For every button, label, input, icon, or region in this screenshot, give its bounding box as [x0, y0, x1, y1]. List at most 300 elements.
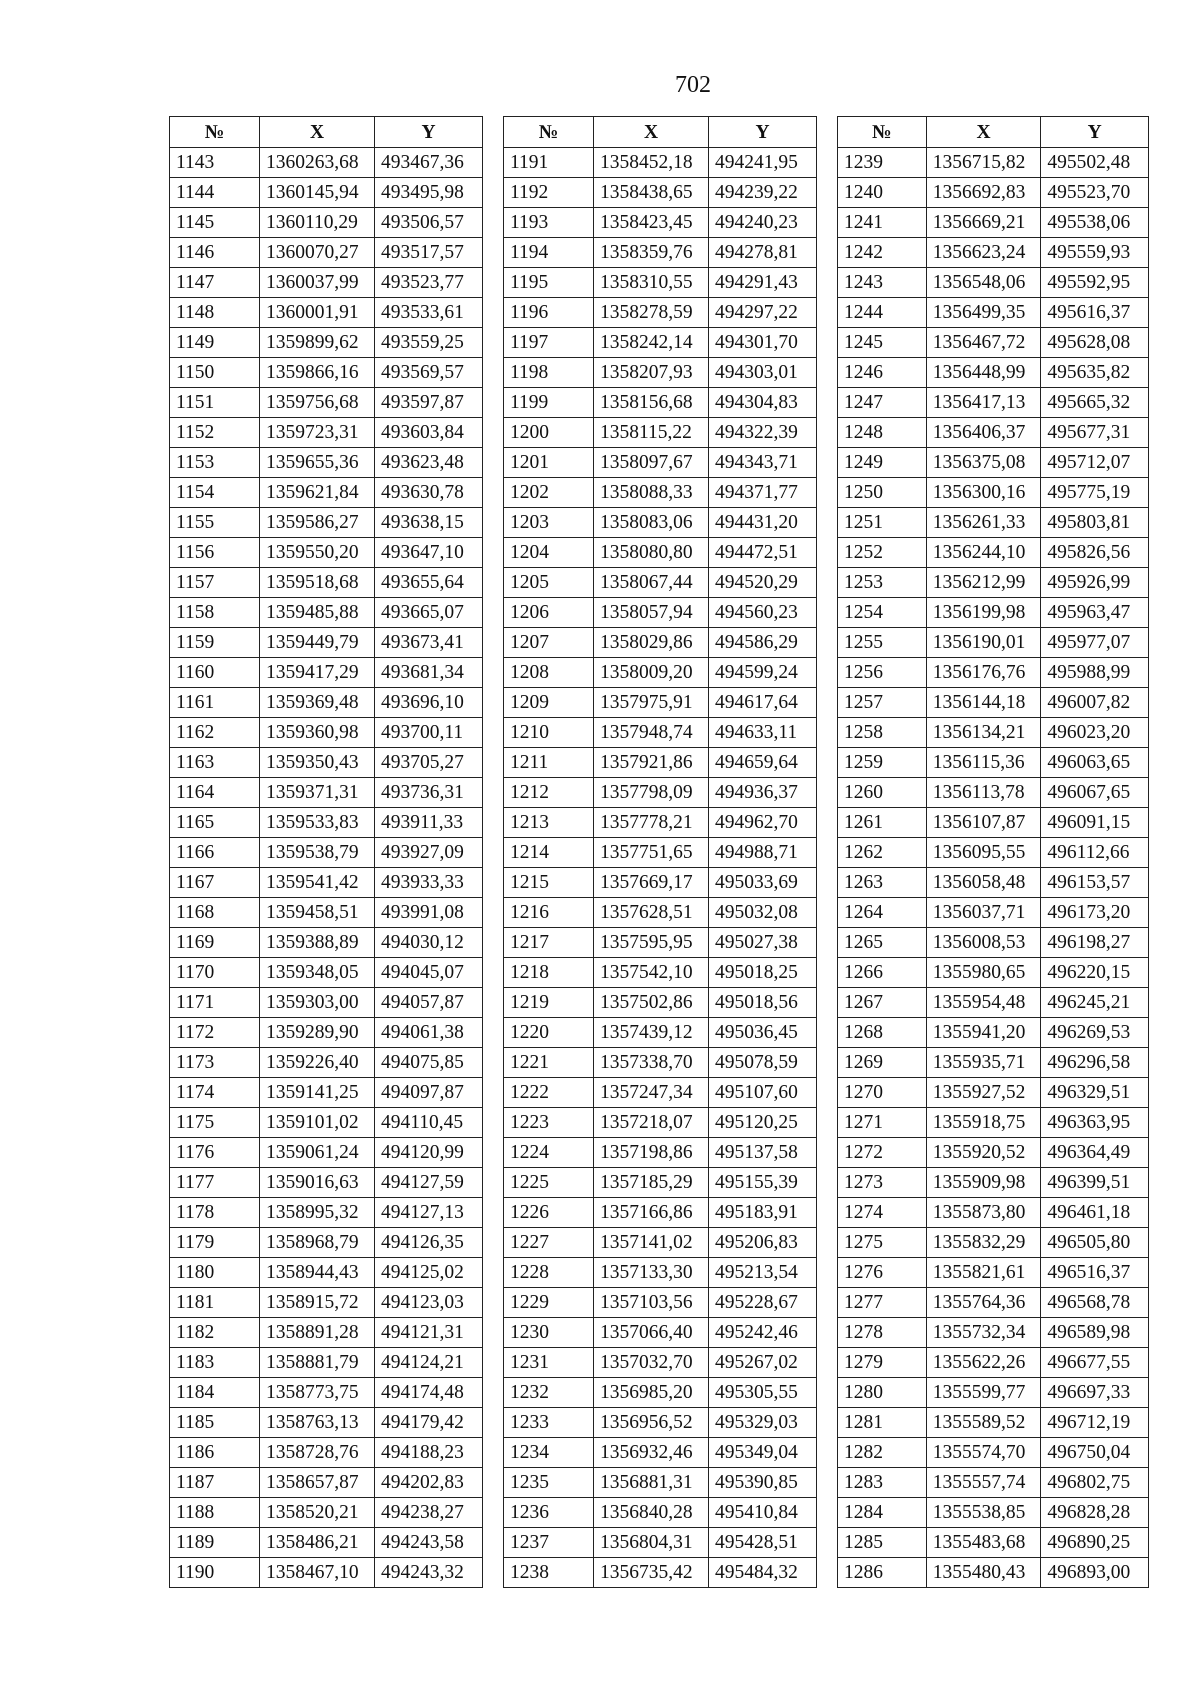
table-row: [838, 838, 1149, 868]
cell-y: 495183,91: [709, 1198, 817, 1228]
table-row: [838, 328, 1149, 358]
cell-x: 1359141,25: [260, 1078, 375, 1108]
table-row: [170, 328, 483, 358]
cell-y: 494278,81: [709, 238, 817, 268]
cell-x: 1356037,71: [926, 898, 1041, 928]
table-row: [504, 1018, 817, 1048]
table-row: [170, 748, 483, 778]
table-row: [838, 808, 1149, 838]
table-row: [838, 1288, 1149, 1318]
cell-x: 1356499,35: [926, 298, 1041, 328]
table-row: [170, 1168, 483, 1198]
cell-number: 1215: [504, 868, 594, 898]
cell-x: 1355557,74: [926, 1468, 1041, 1498]
table-row: [504, 718, 817, 748]
cell-y: 493705,27: [375, 748, 483, 778]
table-row: [838, 958, 1149, 988]
table-row: [838, 1468, 1149, 1498]
cell-y: 493517,57: [375, 238, 483, 268]
cell-y: 494097,87: [375, 1078, 483, 1108]
table-row: [838, 568, 1149, 598]
cell-y: 495712,07: [1041, 448, 1149, 478]
cell-number: 1186: [170, 1438, 260, 1468]
cell-number: 1229: [504, 1288, 594, 1318]
table-row: [504, 658, 817, 688]
cell-y: 493630,78: [375, 478, 483, 508]
cell-number: 1149: [170, 328, 260, 358]
cell-x: 1358944,43: [260, 1258, 375, 1288]
cell-x: 1356932,46: [594, 1438, 709, 1468]
cell-x: 1357218,07: [594, 1108, 709, 1138]
cell-number: 1207: [504, 628, 594, 658]
cell-x: 1357166,86: [594, 1198, 709, 1228]
cell-y: 496363,95: [1041, 1108, 1149, 1138]
cell-number: 1153: [170, 448, 260, 478]
cell-number: 1145: [170, 208, 260, 238]
cell-y: 496198,27: [1041, 928, 1149, 958]
cell-number: 1274: [838, 1198, 927, 1228]
cell-y: 496399,51: [1041, 1168, 1149, 1198]
cell-x: 1355980,65: [926, 958, 1041, 988]
cell-y: 495926,99: [1041, 568, 1149, 598]
cell-x: 1358156,68: [594, 388, 709, 418]
cell-x: 1359586,27: [260, 508, 375, 538]
cell-y: 494124,21: [375, 1348, 483, 1378]
cell-number: 1275: [838, 1228, 927, 1258]
cell-number: 1234: [504, 1438, 594, 1468]
cell-number: 1248: [838, 418, 927, 448]
cell-x: 1356008,53: [926, 928, 1041, 958]
cell-number: 1157: [170, 568, 260, 598]
cell-y: 495155,39: [709, 1168, 817, 1198]
cell-x: 1356095,55: [926, 838, 1041, 868]
table-row: [170, 448, 483, 478]
table-row: [504, 1168, 817, 1198]
cell-number: 1179: [170, 1228, 260, 1258]
cell-x: 1360037,99: [260, 268, 375, 298]
table-row: [504, 568, 817, 598]
cell-y: 493533,61: [375, 298, 483, 328]
table-row: [838, 1228, 1149, 1258]
table-row: [170, 178, 483, 208]
cell-y: 496067,65: [1041, 778, 1149, 808]
cell-y: 496893,00: [1041, 1558, 1149, 1588]
table-row: [170, 1558, 483, 1588]
cell-number: 1286: [838, 1558, 927, 1588]
table-row: [838, 898, 1149, 928]
table-row: [170, 958, 483, 988]
cell-y: 494057,87: [375, 988, 483, 1018]
table-row: [838, 1378, 1149, 1408]
cell-y: 494075,85: [375, 1048, 483, 1078]
cell-x: 1357338,70: [594, 1048, 709, 1078]
cell-x: 1355909,98: [926, 1168, 1041, 1198]
cell-y: 493665,07: [375, 598, 483, 628]
table-row: [504, 358, 817, 388]
cell-number: 1205: [504, 568, 594, 598]
cell-number: 1228: [504, 1258, 594, 1288]
cell-y: 494936,37: [709, 778, 817, 808]
cell-number: 1221: [504, 1048, 594, 1078]
table-row: [504, 1408, 817, 1438]
cell-number: 1161: [170, 688, 260, 718]
cell-y: 495390,85: [709, 1468, 817, 1498]
table-row: [838, 1048, 1149, 1078]
cell-y: 495228,67: [709, 1288, 817, 1318]
cell-x: 1360145,94: [260, 178, 375, 208]
cell-number: 1245: [838, 328, 927, 358]
cell-number: 1259: [838, 748, 927, 778]
table-row: [504, 868, 817, 898]
cell-x: 1357975,91: [594, 688, 709, 718]
cell-y: 495410,84: [709, 1498, 817, 1528]
cell-x: 1357066,40: [594, 1318, 709, 1348]
cell-y: 494174,48: [375, 1378, 483, 1408]
table-header-row: [170, 117, 483, 148]
cell-y: 494061,38: [375, 1018, 483, 1048]
cell-number: 1146: [170, 238, 260, 268]
table-row: [504, 1318, 817, 1348]
cell-x: 1357185,29: [594, 1168, 709, 1198]
header-y: Y: [709, 117, 817, 148]
cell-x: 1358029,86: [594, 628, 709, 658]
cell-y: 495628,08: [1041, 328, 1149, 358]
table-row: [170, 298, 483, 328]
cell-y: 496828,28: [1041, 1498, 1149, 1528]
cell-number: 1159: [170, 628, 260, 658]
cell-number: 1240: [838, 178, 927, 208]
cell-x: 1355873,80: [926, 1198, 1041, 1228]
cell-y: 496063,65: [1041, 748, 1149, 778]
cell-x: 1358881,79: [260, 1348, 375, 1378]
cell-x: 1356840,28: [594, 1498, 709, 1528]
cell-number: 1255: [838, 628, 927, 658]
table-row: [170, 1408, 483, 1438]
cell-y: 494240,23: [709, 208, 817, 238]
cell-y: 494120,99: [375, 1138, 483, 1168]
cell-x: 1358438,65: [594, 178, 709, 208]
table-row: [838, 1438, 1149, 1468]
cell-y: 495137,58: [709, 1138, 817, 1168]
table-row: [170, 1318, 483, 1348]
cell-y: 494238,27: [375, 1498, 483, 1528]
table-row: [170, 268, 483, 298]
cell-x: 1358097,67: [594, 448, 709, 478]
cell-y: 495616,37: [1041, 298, 1149, 328]
table-row: [838, 1498, 1149, 1528]
cell-number: 1254: [838, 598, 927, 628]
cell-number: 1270: [838, 1078, 927, 1108]
cell-y: 495963,47: [1041, 598, 1149, 628]
cell-x: 1358207,93: [594, 358, 709, 388]
cell-x: 1357628,51: [594, 898, 709, 928]
cell-x: 1359866,16: [260, 358, 375, 388]
cell-x: 1356406,37: [926, 418, 1041, 448]
cell-y: 493623,48: [375, 448, 483, 478]
cell-x: 1357439,12: [594, 1018, 709, 1048]
cell-number: 1147: [170, 268, 260, 298]
cell-number: 1150: [170, 358, 260, 388]
cell-y: 494586,29: [709, 628, 817, 658]
cell-y: 496220,15: [1041, 958, 1149, 988]
cell-number: 1190: [170, 1558, 260, 1588]
table-row: [504, 1258, 817, 1288]
cell-number: 1166: [170, 838, 260, 868]
cell-y: 496091,15: [1041, 808, 1149, 838]
cell-y: 494322,39: [709, 418, 817, 448]
cell-x: 1356212,99: [926, 568, 1041, 598]
cell-number: 1218: [504, 958, 594, 988]
cell-number: 1271: [838, 1108, 927, 1138]
cell-number: 1195: [504, 268, 594, 298]
table-row: [838, 928, 1149, 958]
cell-number: 1273: [838, 1168, 927, 1198]
table-row: [504, 298, 817, 328]
table-row: [838, 508, 1149, 538]
cell-y: 493933,33: [375, 868, 483, 898]
cell-x: 1359518,68: [260, 568, 375, 598]
cell-number: 1276: [838, 1258, 927, 1288]
table-row: [838, 238, 1149, 268]
cell-x: 1358067,44: [594, 568, 709, 598]
table-row: [504, 1528, 817, 1558]
cell-number: 1267: [838, 988, 927, 1018]
cell-number: 1283: [838, 1468, 927, 1498]
cell-x: 1359899,62: [260, 328, 375, 358]
cell-x: 1360110,29: [260, 208, 375, 238]
table-row: [838, 1258, 1149, 1288]
cell-x: 1356176,76: [926, 658, 1041, 688]
cell-y: 496712,19: [1041, 1408, 1149, 1438]
cell-x: 1355920,52: [926, 1138, 1041, 1168]
cell-y: 494343,71: [709, 448, 817, 478]
cell-number: 1202: [504, 478, 594, 508]
cell-x: 1359350,43: [260, 748, 375, 778]
cell-y: 495213,54: [709, 1258, 817, 1288]
cell-number: 1225: [504, 1168, 594, 1198]
cell-y: 496568,78: [1041, 1288, 1149, 1318]
cell-number: 1258: [838, 718, 927, 748]
cell-number: 1241: [838, 208, 927, 238]
cell-number: 1198: [504, 358, 594, 388]
cell-number: 1242: [838, 238, 927, 268]
cell-number: 1284: [838, 1498, 927, 1528]
cell-number: 1280: [838, 1378, 927, 1408]
cell-x: 1357921,86: [594, 748, 709, 778]
cell-y: 494188,23: [375, 1438, 483, 1468]
table-row: [504, 1288, 817, 1318]
cell-number: 1193: [504, 208, 594, 238]
cell-y: 494123,03: [375, 1288, 483, 1318]
cell-number: 1257: [838, 688, 927, 718]
cell-x: 1358083,06: [594, 508, 709, 538]
cell-x: 1359756,68: [260, 388, 375, 418]
table-row: [504, 988, 817, 1018]
cell-number: 1235: [504, 1468, 594, 1498]
table-row: [170, 1198, 483, 1228]
cell-x: 1355574,70: [926, 1438, 1041, 1468]
table-row: [838, 868, 1149, 898]
cell-y: 494291,43: [709, 268, 817, 298]
cell-y: 494599,24: [709, 658, 817, 688]
header-y: Y: [1041, 117, 1149, 148]
cell-number: 1265: [838, 928, 927, 958]
cell-number: 1194: [504, 238, 594, 268]
table-row: [838, 598, 1149, 628]
cell-number: 1231: [504, 1348, 594, 1378]
cell-number: 1173: [170, 1048, 260, 1078]
table-row: [838, 478, 1149, 508]
cell-number: 1233: [504, 1408, 594, 1438]
cell-x: 1358891,28: [260, 1318, 375, 1348]
cell-y: 494030,12: [375, 928, 483, 958]
cell-x: 1356144,18: [926, 688, 1041, 718]
table-row: [838, 448, 1149, 478]
cell-number: 1216: [504, 898, 594, 928]
cell-x: 1359369,48: [260, 688, 375, 718]
cell-number: 1224: [504, 1138, 594, 1168]
cell-y: 494121,31: [375, 1318, 483, 1348]
cell-y: 494371,77: [709, 478, 817, 508]
table-row: [170, 838, 483, 868]
cell-y: 494617,64: [709, 688, 817, 718]
cell-x: 1355935,71: [926, 1048, 1041, 1078]
cell-y: 494301,70: [709, 328, 817, 358]
cell-number: 1260: [838, 778, 927, 808]
cell-x: 1357141,02: [594, 1228, 709, 1258]
cell-y: 496890,25: [1041, 1528, 1149, 1558]
table-row: [170, 898, 483, 928]
table-row: [170, 508, 483, 538]
table-row: [170, 718, 483, 748]
cell-x: 1356244,10: [926, 538, 1041, 568]
cell-y: 493673,41: [375, 628, 483, 658]
cell-y: 493569,57: [375, 358, 483, 388]
cell-y: 493506,57: [375, 208, 483, 238]
table-row: [504, 898, 817, 928]
cell-number: 1177: [170, 1168, 260, 1198]
cell-number: 1227: [504, 1228, 594, 1258]
cell-y: 496112,66: [1041, 838, 1149, 868]
table-row: [504, 268, 817, 298]
cell-y: 496364,49: [1041, 1138, 1149, 1168]
cell-y: 493638,15: [375, 508, 483, 538]
table-row: [838, 1018, 1149, 1048]
cell-x: 1358057,94: [594, 598, 709, 628]
cell-y: 493603,84: [375, 418, 483, 448]
cell-number: 1148: [170, 298, 260, 328]
cell-y: 494633,11: [709, 718, 817, 748]
cell-number: 1199: [504, 388, 594, 418]
cell-y: 494303,01: [709, 358, 817, 388]
cell-number: 1169: [170, 928, 260, 958]
cell-y: 495988,99: [1041, 658, 1149, 688]
table-row: [170, 598, 483, 628]
cell-y: 494243,32: [375, 1558, 483, 1588]
cell-x: 1358995,32: [260, 1198, 375, 1228]
header-number: №: [170, 117, 260, 148]
table-row: [170, 1498, 483, 1528]
cell-number: 1239: [838, 148, 927, 178]
cell-y: 494125,02: [375, 1258, 483, 1288]
cell-y: 495036,45: [709, 1018, 817, 1048]
cell-number: 1187: [170, 1468, 260, 1498]
cell-number: 1269: [838, 1048, 927, 1078]
cell-number: 1188: [170, 1498, 260, 1528]
cell-y: 493736,31: [375, 778, 483, 808]
cell-number: 1210: [504, 718, 594, 748]
header-y: Y: [375, 117, 483, 148]
table-row: [504, 238, 817, 268]
cell-y: 493927,09: [375, 838, 483, 868]
cell-y: 495242,46: [709, 1318, 817, 1348]
cell-y: 495032,08: [709, 898, 817, 928]
table-row: [504, 148, 817, 178]
cell-x: 1356669,21: [926, 208, 1041, 238]
cell-y: 496245,21: [1041, 988, 1149, 1018]
table-row: [170, 1048, 483, 1078]
table-row: [170, 1078, 483, 1108]
cell-x: 1357798,09: [594, 778, 709, 808]
table-row: [838, 1078, 1149, 1108]
cell-x: 1359016,63: [260, 1168, 375, 1198]
cell-y: 494239,22: [709, 178, 817, 208]
cell-number: 1164: [170, 778, 260, 808]
table-row: [838, 178, 1149, 208]
table-row: [838, 1168, 1149, 1198]
table-row: [504, 1138, 817, 1168]
cell-x: 1358009,20: [594, 658, 709, 688]
cell-x: 1356735,42: [594, 1558, 709, 1588]
table-row: [170, 868, 483, 898]
cell-number: 1208: [504, 658, 594, 688]
table-row: [504, 178, 817, 208]
table-row: [504, 1228, 817, 1258]
cell-number: 1219: [504, 988, 594, 1018]
cell-y: 493700,11: [375, 718, 483, 748]
cell-x: 1356804,31: [594, 1528, 709, 1558]
cell-number: 1204: [504, 538, 594, 568]
cell-x: 1359371,31: [260, 778, 375, 808]
cell-x: 1359303,00: [260, 988, 375, 1018]
cell-y: 494304,83: [709, 388, 817, 418]
cell-y: 495538,06: [1041, 208, 1149, 238]
table-row: [170, 778, 483, 808]
table-header-row: [838, 117, 1149, 148]
cell-x: 1356375,08: [926, 448, 1041, 478]
cell-x: 1355732,34: [926, 1318, 1041, 1348]
table-row: [504, 1108, 817, 1138]
cell-y: 495523,70: [1041, 178, 1149, 208]
cell-x: 1357948,74: [594, 718, 709, 748]
cell-y: 496296,58: [1041, 1048, 1149, 1078]
cell-number: 1252: [838, 538, 927, 568]
cell-y: 495027,38: [709, 928, 817, 958]
table-row: [504, 1198, 817, 1228]
cell-x: 1356692,83: [926, 178, 1041, 208]
cell-y: 495775,19: [1041, 478, 1149, 508]
cell-x: 1356881,31: [594, 1468, 709, 1498]
cell-y: 493696,10: [375, 688, 483, 718]
cell-x: 1355589,52: [926, 1408, 1041, 1438]
cell-x: 1358115,22: [594, 418, 709, 448]
cell-y: 493559,25: [375, 328, 483, 358]
cell-number: 1152: [170, 418, 260, 448]
cell-y: 496750,04: [1041, 1438, 1149, 1468]
cell-number: 1256: [838, 658, 927, 688]
cell-number: 1196: [504, 298, 594, 328]
cell-number: 1206: [504, 598, 594, 628]
